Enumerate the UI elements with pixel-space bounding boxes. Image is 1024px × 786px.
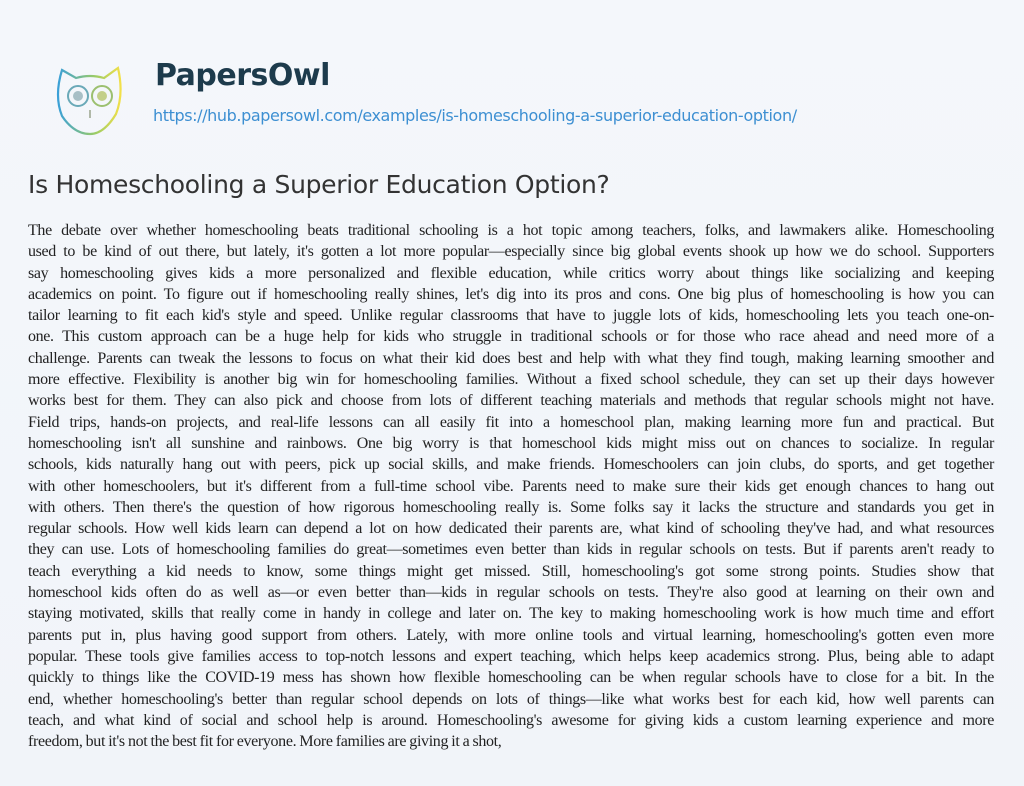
essay-line: they can use. Lots of homeschooling families do great—sometimes even better than kids in regular schools on tests. But if parents aren't ready to [28, 541, 994, 559]
essay-line: used to be kind of out there, but lately, it's gotten a lot more popular—especially since big global events shook up how we do school. Supporters [28, 243, 994, 261]
owl-logo-icon [50, 64, 130, 136]
essay-body [28, 220, 994, 752]
essay-line: teach, and what kind of social and school help is around. Homeschooling's awesome for giving kids a custom learning experience and more [28, 711, 994, 729]
essay-line: regular schools. How well kids learn can depend a lot on how dedicated their parents are, what kind of schooling they've had, and what resources [28, 520, 994, 538]
essay-line: one. This custom approach can be a huge help for kids who struggle in traditional schools or for those who race ahead and need more of a [28, 328, 994, 346]
essay-line: with others. Then there's the question of how rigorous homeschooling really is. Some folks say it lacks the structure and standards you get in [28, 498, 994, 516]
essay-line: with other homeschoolers, but it's different from a full-time school vibe. Parents need to make sure their kids get enough chances to hang out [28, 477, 994, 495]
essay-line: schools, kids naturally hang out with peers, pick up social skills, and make friends. Homeschoolers can join clubs, do sports, and get together [28, 456, 994, 474]
essay-line: popular. These tools give families access to top-notch lessons and expert teaching, which helps keep academics strong. Plus, being able to adapt [28, 647, 994, 665]
brand-name: PapersOwl [155, 58, 330, 93]
essay-line: parents put in, plus having good support from others. Lately, with more online tools and virtual learning, homeschooling's gotten even more [28, 626, 994, 644]
essay-line: Field trips, hands-on projects, and real-life lessons can all easily fit into a homeschool plan, making learning more fun and practical. But [28, 413, 994, 431]
essay-line: teach everything a kid needs to know, some things might get missed. Still, homeschooling's got some strong points. Studies show that [28, 562, 994, 580]
essay-line: homeschool kids often do as well as—or even better than—kids in regular schools on tests. They're also good at learning on their own and [28, 584, 994, 602]
essay-line: say homeschooling gives kids a more personalized and flexible education, while critics worry about things like socializing and keeping [28, 264, 994, 282]
essay-line: works best for them. They can also pick and choose from lots of different teaching materials and methods that regular schools might not have. [28, 392, 994, 410]
essay-line: freedom, but it's not the best fit for everyone. More families are giving it a shot, [28, 733, 502, 751]
essay-line: more effective. Flexibility is another big win for homeschooling families. Without a fixed school schedule, they can set up their days however [28, 371, 994, 389]
essay-line: quickly to things like the COVID-19 mess has shown how flexible homeschooling can be when regular schools have to close for a bit. In the [28, 669, 994, 687]
essay-line: academics on point. To figure out if homeschooling really shines, let's dig into its pros and cons. One big plus of homeschooling is how you can [28, 285, 994, 303]
essay-line: The debate over whether homeschooling beats traditional schooling is a hot topic among teachers, folks, and lawmakers alike. Homeschooling [28, 222, 994, 239]
page-title: Is Homeschooling a Superior Education Option? [28, 170, 610, 199]
essay-line: challenge. Parents can tweak the lessons to focus on what their kid does best and help with what they find tough, making learning smoother and [28, 349, 994, 367]
essay-line: staying motivated, skills that really come in handy in college and later on. The key to making homeschooling work is how much time and effort [28, 605, 994, 623]
essay-line: end, whether homeschooling's better than regular school depends on lots of things—like what works best for each kid, how well parents can [28, 690, 994, 708]
source-url-link[interactable]: https://hub.papersowl.com/examples/is-homeschooling-a-superior-education-option/ [153, 106, 797, 125]
essay-line: tailor learning to fit each kid's style and speed. Unlike regular classrooms that have to juggle lots of kids, homeschooling lets you teach one-on- [28, 307, 994, 325]
essay-line: homeschooling isn't all sunshine and rainbows. One big worry is that homeschool kids might miss out on chances to socialize. In regular [28, 434, 994, 452]
